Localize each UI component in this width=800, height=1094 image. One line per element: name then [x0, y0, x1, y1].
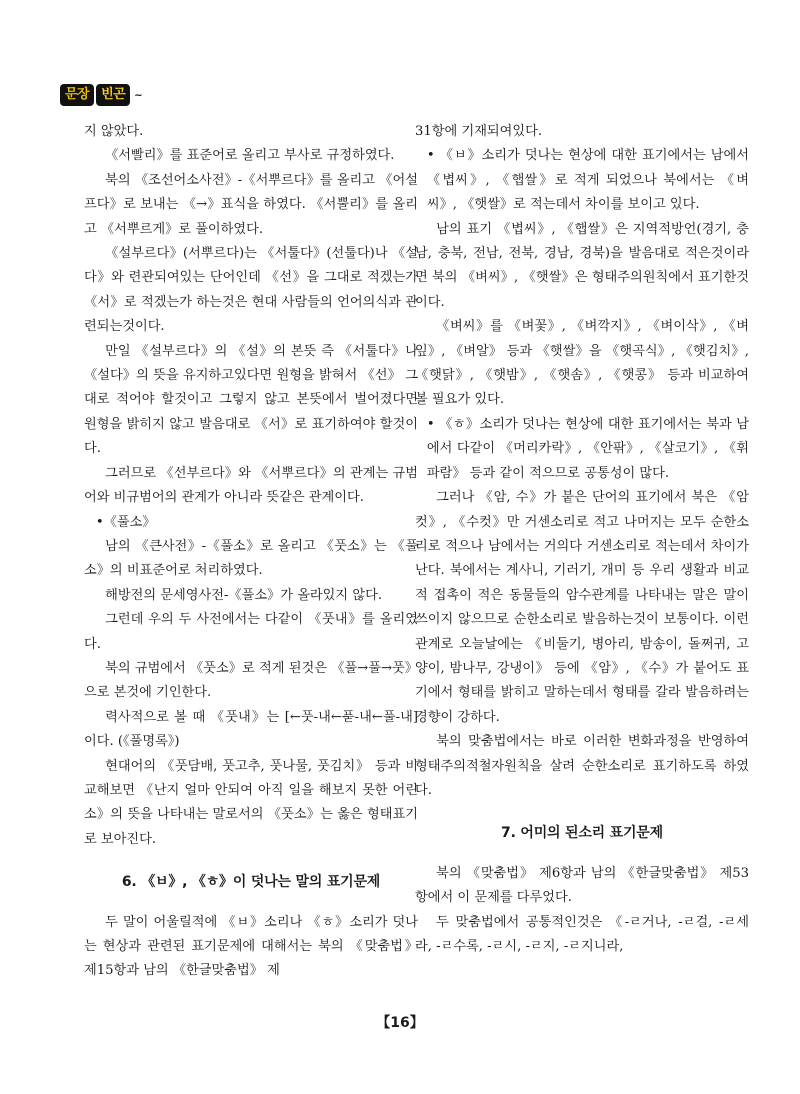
paragraph: 31항에 기재되여있다. — [415, 124, 543, 139]
paragraph: 력사적으로 볼 때 《풋내》는 [←풋-내←푿-내←풀-내]이다. (《풀명록》) — [84, 709, 418, 750]
paragraph: 두 맞춤법에서 공통적인것은 《-ㄹ거나, -ㄹ걸, -ㄹ세라, -ㄹ수록, -ㄹ시, -ㄹ지, -ㄹ지니라, — [415, 914, 749, 954]
paragraph: 두 말이 어울릴적에 《ㅂ》소리나 《ㅎ》소리가 덧나는 현상과 관련된 표기문제에 대해서는 북의 《맞춤법》 제15항과 남의 《한글맞춤법》 제 — [84, 914, 418, 979]
left-column — [84, 120, 418, 984]
paragraph: 그러나 《암, 수》가 붙은 단어의 표기에서 북은 《암컷》, 《수컷》만 거센소리로 적고 나머지는 모두 순한소리로 적으나 남에서는 거의다 거센소리로 적는데서 차이가 난다. 북에서는 계사니, 기러기, 개미 등 우리 생활과 비교적 접촉이 적은 동물들의 암수관계를 나타내는 말은 말이 쓰이지 않으므로 순한소리로 발음하는것이 보통이다. 이런 관계로 오늘날에는 《비둘기, 병아리, 밤송이, 돌쩌귀, 고양이, 밤나무, 강냉이》 등에 《암》, 《수》가 붙어도 표기에서 형태를 밝히고 말하는데서 형태를 갈라 발음하려는 경향이 강하다. — [415, 490, 749, 725]
page-number: 【16】 — [376, 1015, 424, 1031]
bullet-item: •《풀소》 — [95, 514, 156, 530]
logo-part1: 문장 — [60, 84, 94, 106]
paragraph: 《서빨리》를 표준어로 올리고 부사로 규정하였다. — [105, 148, 395, 164]
paragraph: 그러므로 《선부르다》와 《서뿌르다》의 관계는 규범어와 비규범어의 관계가 아니라 뜻같은 관계이다. — [84, 465, 418, 506]
paragraph: 북의 《맞춤법》 제6항과 남의 《한글맞춤법》 제53항에서 이 문제를 다루었다. — [415, 865, 749, 906]
bullet-item: • 《ㅂ》소리가 덧나는 현상에 대한 표기에서는 남에서 《볍씨》, 《햅쌀》로 적게 되었으나 북에서는 《벼씨》, 《햇쌀》로 적는데서 차이를 보이고 있다. — [426, 148, 749, 213]
paragraph: 북의 《조선어소사전》-《서뿌르다》를 올리고 《어설프다》로 보내는 《→》표식을 하였다. 《서뿔리》를 올리고 《서뿌르게》로 풀이하였다. — [84, 172, 418, 237]
paragraph: 북의 맞춤법에서는 바로 이러한 변화과정을 반영하여 형태주의적철자원칙을 살려 순한소리로 표기하도록 하였다. — [415, 734, 749, 798]
paragraph: 《벼씨》를 《벼꽃》, 《벼깍지》, 《벼이삭》, 《벼잎》, 《벼알》 등과 《햇쌀》을 《햇곡식》, 《햇김치》, 《햇닭》, 《햇밤》, 《햇솜》, 《햇콩》 등과 비교하여 볼 필요가 있다. — [415, 319, 749, 408]
logo-part2: 빈곤 — [96, 84, 130, 106]
right-column — [415, 120, 749, 959]
paragraph: 남의 표기 《볍씨》, 《햅쌀》은 지역적방언(경기, 충남, 충북, 전남, 전북, 경남, 경북)을 발음대로 적은것이라면 북의 《벼씨》, 《햇쌀》은 형태주의원칙에서 표기한것이다. — [415, 221, 749, 310]
paragraph: 《설부르다》(서뿌르다)는 《서툴다》(선툴다)나 《설다》와 련관되여있는 단어인데 《선》을 그대로 적겠는가 《서》로 적겠는가 하는것은 현대 사람들의 언어의식과 관련되는것이다. — [84, 246, 418, 335]
paragraph: 지 않았다. — [84, 124, 144, 139]
bullet-item: • 《ㅎ》소리가 덧나는 현상에 대한 표기에서는 북과 남에서 다같이 《머리카락》, 《안팎》, 《살코기》, 《휘파람》 등과 같이 적으므로 공통성이 많다. — [426, 416, 749, 481]
paragraph: 그런데 우의 두 사전에서는 다같이 《풋내》를 올리였다. — [84, 612, 418, 652]
paragraph: 만일 《설부르다》의 《설》의 본뜻 즉 《서툴다》나 《설다》의 뜻을 유지하고있다면 원형을 밝혀서 《선》 그대로 적어야 할것이고 그렇지 않고 본뜻에서 벌어졌다면 원형을 밝히지 않고 발음대로 《서》로 표기하여야 할것이다. — [84, 343, 418, 457]
section-heading-7: 7. 어미의 된소리 표기문제 — [501, 825, 663, 842]
section-heading-6: 6. 《ㅂ》, 《ㅎ》이 덧나는 말의 표기문제 — [121, 874, 381, 891]
paragraph: 남의 《큰사전》-《풀소》로 올리고 《풋소》는 《풀소》의 비표준어로 처리하였다. — [84, 538, 418, 579]
logo-tail: ~ — [134, 89, 143, 101]
paragraph: 해방전의 문세영사전-《풀소》가 올라있지 않다. — [105, 587, 383, 603]
paragraph: 북의 규범에서 《풋소》로 적게 된것은 《풀→풀→풋》으로 본것에 기인한다. — [84, 660, 418, 701]
publication-logo — [60, 82, 143, 108]
paragraph: 현대어의 《풋담배, 풋고추, 풋나물, 풋김치》 등과 비교해보면 《난지 얼마 안되여 아직 일을 해보지 못한 어린 소》의 뜻을 나타내는 말로서의 《풋소》는 옳은 형태표기로 보아진다. — [84, 758, 418, 847]
